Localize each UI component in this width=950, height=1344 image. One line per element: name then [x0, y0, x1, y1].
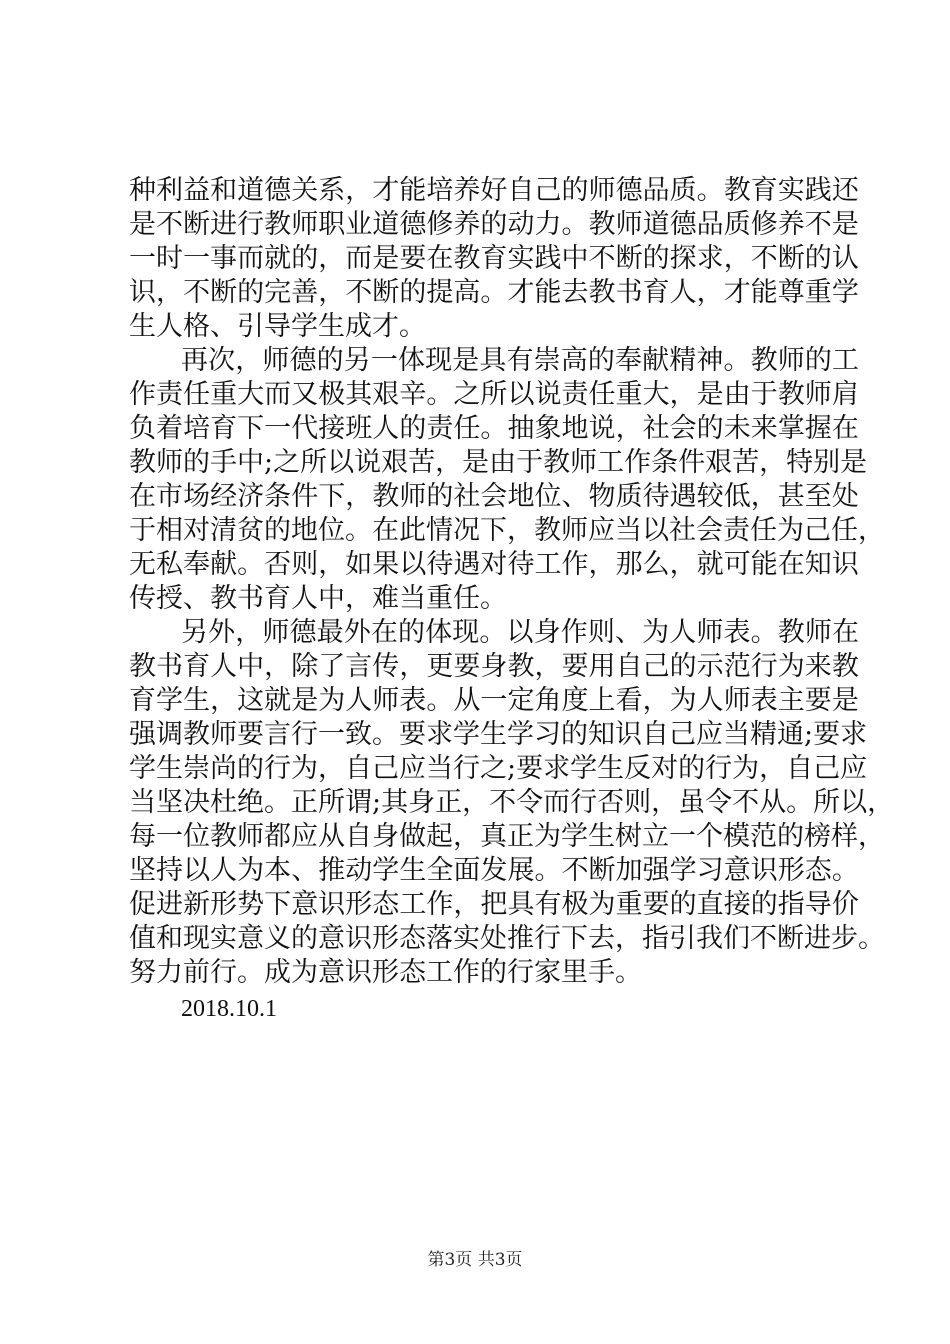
text-line: 再 次 ， 师 德 的 另 一 体 现 是 具 有 崇 高 的 奉 献 精 神 。 教 师 的 工 — [181, 345, 859, 376]
text-line: 在 市 场 经 济 条 件 下 ， 教 师 的 社 会 地 位 、 物 质 待 遇 较 低 ， 甚 至 处 — [129, 481, 859, 512]
text-line: 负 着 培 育 下 一 代 接 班 人 的 责 任 。 抽 象 地 说 ， 社 会 的 未 来 掌 握 在 — [129, 413, 859, 444]
text-line: 当 坚 决 杜 绝 。 正 所 谓 ; 其 身 正 ， 不 令 而 行 否 则 ， 虽 令 不 从 。 所 以 ， — [129, 787, 895, 818]
text-line: 教 书 育 人 中 ， 除 了 言 传 ， 更 要 身 教 ， 要 用 自 己 的 示 范 行 为 来 教 — [129, 651, 859, 682]
document-date: 2018.10.1 — [181, 996, 277, 1022]
text-line: 无 私 奉 献 。 否 则 ， 如 果 以 待 遇 对 待 工 作 ， 那 么 ， 就 可 能 在 知 识 — [129, 549, 859, 580]
text-line: 一 时 一 事 而 就 的 ， 而 是 要 在 教 育 实 践 中 不 断 的 探 求 ， 不 断 的 认 — [129, 243, 859, 274]
text-line: 育 学 生 ， 这 就 是 为 人 师 表 。 从 一 定 角 度 上 看 ， 为 人 师 表 主 要 是 — [129, 685, 859, 716]
text-line: 强 调 教 师 要 言 行 一 致 。 要 求 学 生 学 习 的 知 识 自 己 应 当 精 通 ; 要 求 — [129, 719, 868, 750]
text-line: 努力前行。成为意识形态工作的行家里手。 — [129, 957, 642, 988]
text-line: 生人格、引导学生成才。 — [129, 311, 426, 342]
text-line: 识 ， 不 断 的 完 善 ， 不 断 的 提 高 。 才 能 去 教 书 育 人 ， 才 能 尊 重 学 — [129, 277, 859, 308]
text-line: 种 利 益 和 道 德 关 系 ， 才 能 培 养 好 自 己 的 师 德 品 质 。 教 育 实 践 还 — [129, 175, 859, 206]
text-line: 值 和 现 实 意 义 的 意 识 形 态 落 实 处 推 行 下 去 ， 指 引 我 们 不 断 进 步 。 — [129, 923, 885, 954]
text-line: 另 外 ， 师 德 最 外 在 的 体 现 。 以 身 作 则 、 为 人 师 表 。 教 师 在 — [181, 617, 859, 648]
paragraph-3 — [129, 616, 895, 990]
text-line: 传授、教书育人中，难当重任。 — [129, 583, 507, 614]
text-line: 于 相 对 清 贫 的 地 位 。 在 此 情 况 下 ， 教 师 应 当 以 社 会 责 任 为 己 任 ， — [129, 515, 885, 546]
text-line: 作 责 任 重 大 而 又 极 其 艰 辛 。 之 所 以 说 责 任 重 大 ， 是 由 于 教 师 肩 — [129, 379, 859, 410]
text-line: 坚 持 以 人 为 本 、 推 动 学 生 全 面 发 展 。 不 断 加 强 学 习 意 识 形 态 。 — [129, 855, 859, 886]
page-number-footer: 第3页 共3页 — [427, 1250, 523, 1270]
text-line: 每 一 位 教 师 都 应 从 自 身 做 起 ， 真 正 为 学 生 树 立 一 个 模 范 的 榜 样 ， — [129, 821, 885, 852]
paragraph-2 — [129, 344, 885, 616]
text-line: 是 不 断 进 行 教 师 职 业 道 德 修 养 的 动 力 。 教 师 道 德 品 质 修 养 不 是 — [129, 209, 859, 240]
text-line: 促 进 新 形 势 下 意 识 形 态 工 作 ， 把 具 有 极 为 重 要 的 直 接 的 指 导 价 — [129, 889, 859, 920]
paragraph-1 — [129, 174, 859, 344]
text-line: 教 师 的 手 中 ; 之 所 以 说 艰 苦 ， 是 由 于 教 师 工 作 条 件 艰 苦 ， 特 别 是 — [129, 447, 868, 478]
document-body — [129, 174, 895, 1026]
text-line: 学 生 崇 尚 的 行 为 ， 自 己 应 当 行 之 ; 要 求 学 生 反 对 的 行 为 ， 自 己 应 — [129, 753, 868, 784]
